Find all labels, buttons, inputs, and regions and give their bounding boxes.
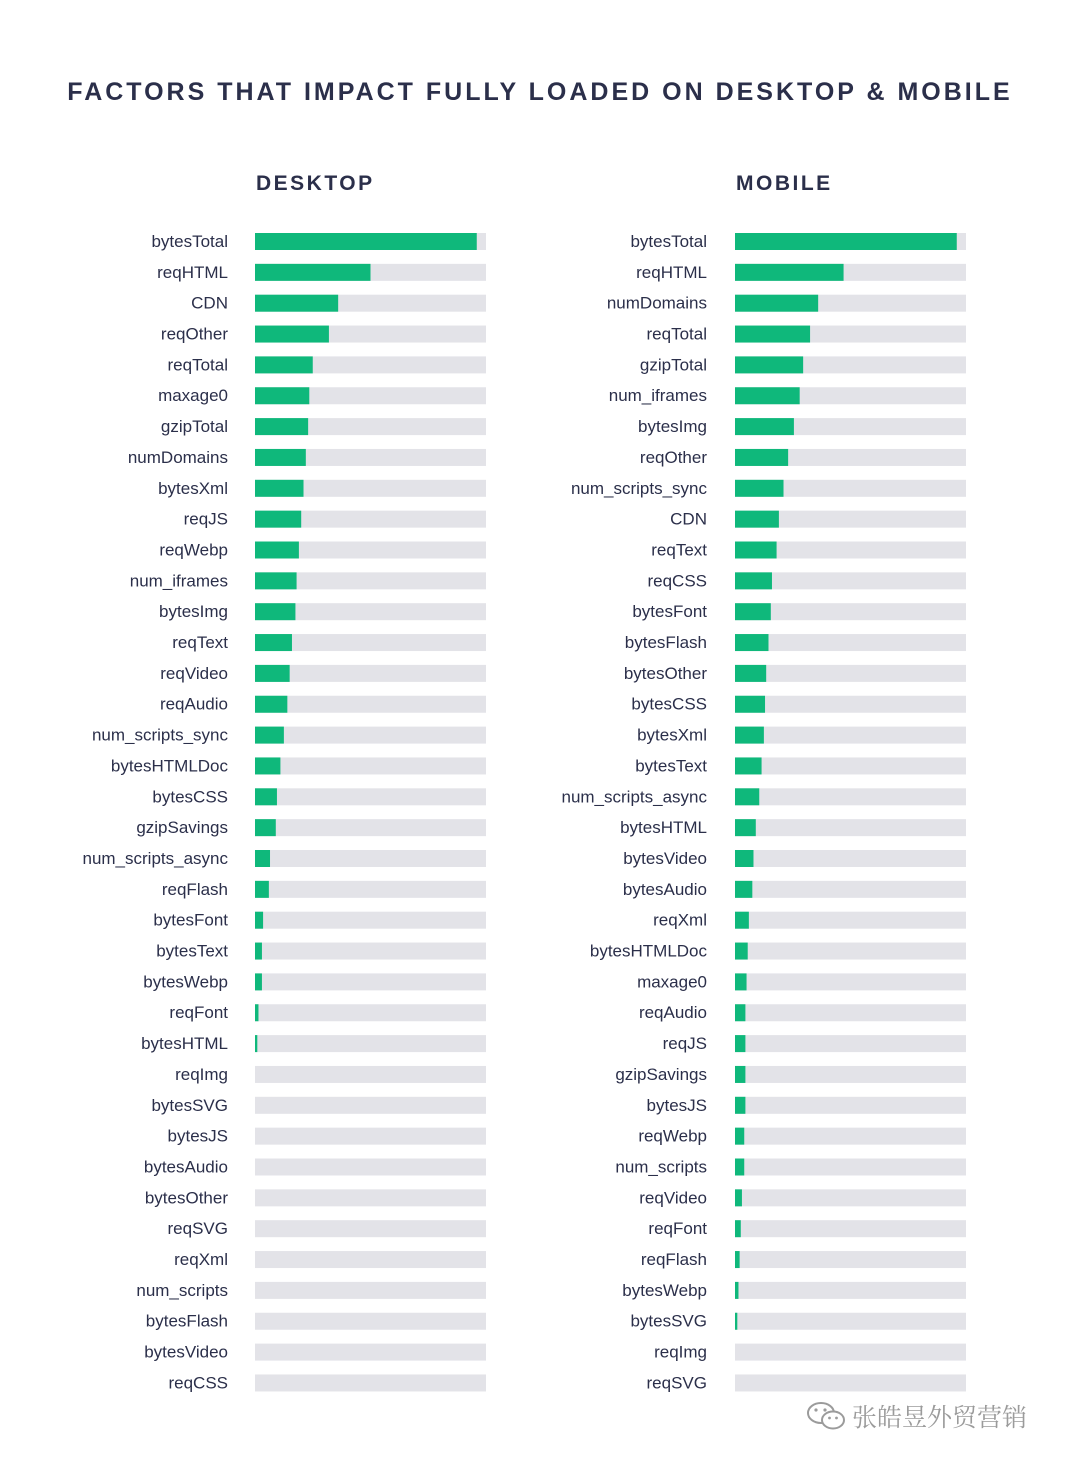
desktop-bar-num_iframes <box>255 572 297 589</box>
mobile-bar-bytesCSS <box>735 696 765 713</box>
desktop-category-label: reqXml <box>174 1250 228 1270</box>
desktop-category-label: reqFlash <box>161 879 228 899</box>
mobile-bar-track <box>735 788 966 805</box>
mobile-bar-reqWebp <box>735 1128 744 1145</box>
desktop-bar-track <box>255 912 486 929</box>
mobile-bar-reqHTML <box>735 264 844 281</box>
desktop-bar-track <box>255 881 486 898</box>
desktop-category-label: num_scripts_sync <box>91 725 228 745</box>
desktop-category-label: gzipTotal <box>160 417 228 437</box>
desktop-bar-gzipTotal <box>255 418 308 435</box>
mobile-bar-gzipTotal <box>735 356 803 373</box>
desktop-category-label: reqWebp <box>159 540 228 560</box>
mobile-category-label: bytesFlash <box>624 633 707 653</box>
mobile-bar-reqCSS <box>735 572 772 589</box>
watermark-text: 张皓昱外贸营销 <box>852 1404 1028 1432</box>
mobile-bar-track <box>735 1220 966 1237</box>
desktop-category-label: bytesFlash <box>145 1311 228 1331</box>
mobile-bar-reqOther <box>735 449 788 466</box>
mobile-bar-reqFlash <box>735 1251 740 1268</box>
mobile-bar-bytesHTMLDoc <box>735 943 748 960</box>
mobile-bar-gzipSavings <box>735 1066 745 1083</box>
desktop-category-label: bytesOther <box>144 1188 228 1208</box>
mobile-category-label: bytesAudio <box>622 879 707 899</box>
mobile-category-label: bytesFont <box>632 602 707 622</box>
mobile-bar-bytesImg <box>735 418 794 435</box>
desktop-bar-track <box>255 727 486 744</box>
mobile-bar-track <box>735 1251 966 1268</box>
mobile-bar-bytesXml <box>735 727 764 744</box>
desktop-category-label: bytesXml <box>158 478 228 498</box>
desktop-bar-track <box>255 1220 486 1237</box>
desktop-bar-track <box>255 973 486 990</box>
desktop-bar-track <box>255 1159 486 1176</box>
desktop-category-label: bytesJS <box>167 1126 228 1146</box>
mobile-category-label: bytesText <box>635 756 707 776</box>
mobile-bar-track <box>735 1159 966 1176</box>
mobile-bar-track <box>735 1282 966 1299</box>
desktop-category-label: bytesCSS <box>152 787 228 807</box>
mobile-bar-bytesFlash <box>735 634 768 651</box>
desktop-bar-num_scripts_async <box>255 850 270 867</box>
mobile-bar-reqAudio <box>735 1004 745 1021</box>
mobile-category-label: reqHTML <box>636 262 707 282</box>
desktop-category-label: reqSVG <box>167 1219 228 1239</box>
mobile-category-label: bytesTotal <box>630 231 707 251</box>
desktop-category-label: maxage0 <box>158 386 228 406</box>
desktop-bar-track <box>255 1344 486 1361</box>
desktop-bar-reqJS <box>255 511 301 528</box>
desktop-bar-reqAudio <box>255 696 287 713</box>
desktop-bar-num_scripts_sync <box>255 727 284 744</box>
mobile-bar-bytesJS <box>735 1097 745 1114</box>
mobile-category-label: bytesHTMLDoc <box>589 941 707 961</box>
desktop-bar-track <box>255 1066 486 1083</box>
mobile-bar-track <box>735 1066 966 1083</box>
mobile-category-label: num_scripts <box>615 1157 707 1177</box>
mobile-bar-reqFont <box>735 1220 741 1237</box>
mobile-category-label: bytesXml <box>637 725 707 745</box>
desktop-bar-reqOther <box>255 326 329 343</box>
desktop-bar-bytesTotal <box>255 233 477 250</box>
mobile-chart <box>561 232 966 1392</box>
desktop-bar-CDN <box>255 295 338 312</box>
mobile-category-label: reqAudio <box>638 1003 707 1023</box>
desktop-category-label: reqFont <box>169 1003 228 1023</box>
mobile-bar-track <box>735 727 966 744</box>
desktop-bar-bytesHTMLDoc <box>255 757 280 774</box>
desktop-bar-track <box>255 1189 486 1206</box>
mobile-category-label: num_scripts_sync <box>570 478 707 498</box>
desktop-bar-reqVideo <box>255 665 290 682</box>
mobile-category-label: gzipTotal <box>639 355 707 375</box>
desktop-bar-track <box>255 757 486 774</box>
mobile-bar-track <box>735 1128 966 1145</box>
mobile-category-label: reqWebp <box>638 1126 707 1146</box>
mobile-bar-bytesAudio <box>735 881 752 898</box>
desktop-bar-bytesXml <box>255 480 304 497</box>
mobile-category-label: maxage0 <box>637 972 707 992</box>
mobile-bar-reqVideo <box>735 1189 742 1206</box>
desktop-bar-reqTotal <box>255 356 313 373</box>
mobile-category-label: reqFlash <box>640 1250 707 1270</box>
mobile-category-label: reqJS <box>662 1034 707 1054</box>
mobile-category-label: gzipSavings <box>615 1064 707 1084</box>
mobile-bar-reqXml <box>735 912 749 929</box>
desktop-bar-track <box>255 1004 486 1021</box>
desktop-category-label: num_scripts <box>136 1280 228 1300</box>
desktop-bar-track <box>255 819 486 836</box>
mobile-category-label: reqText <box>651 540 707 560</box>
desktop-category-label: reqImg <box>175 1064 228 1084</box>
mobile-bar-reqText <box>735 542 777 559</box>
desktop-category-label: num_scripts_async <box>82 848 228 868</box>
desktop-bar-bytesHTML <box>255 1035 257 1052</box>
mobile-bar-track <box>735 1374 966 1391</box>
desktop-bar-reqFlash <box>255 881 269 898</box>
mobile-bar-bytesTotal <box>735 233 957 250</box>
desktop-category-label: bytesHTMLDoc <box>110 756 228 776</box>
desktop-bar-track <box>255 1374 486 1391</box>
mobile-bar-track <box>735 973 966 990</box>
desktop-bar-track <box>255 696 486 713</box>
mobile-bar-bytesSVG <box>735 1313 737 1330</box>
page-title: FACTORS THAT IMPACT FULLY LOADED ON DESKTOP & MOBILE <box>67 78 1013 106</box>
desktop-category-label: reqText <box>172 633 228 653</box>
mobile-bar-bytesWebp <box>735 1282 738 1299</box>
mobile-bar-track <box>735 1189 966 1206</box>
desktop-category-label: reqCSS <box>168 1373 228 1393</box>
desktop-bar-track <box>255 1313 486 1330</box>
mobile-category-label: bytesCSS <box>631 694 707 714</box>
desktop-category-label: reqTotal <box>167 355 228 375</box>
mobile-bar-bytesHTML <box>735 819 756 836</box>
desktop-bar-reqText <box>255 634 292 651</box>
mobile-bar-bytesText <box>735 757 762 774</box>
mobile-category-label: bytesJS <box>646 1095 707 1115</box>
mobile-bar-track <box>735 696 966 713</box>
mobile-bar-track <box>735 1313 966 1330</box>
desktop-category-label: gzipSavings <box>136 818 228 838</box>
desktop-bar-track <box>255 1097 486 1114</box>
mobile-category-label: CDN <box>670 509 707 529</box>
mobile-bar-bytesVideo <box>735 850 753 867</box>
desktop-category-label: bytesVideo <box>144 1342 228 1362</box>
desktop-panel-title: DESKTOP <box>256 172 375 195</box>
mobile-bar-num_scripts_async <box>735 788 759 805</box>
mobile-bar-CDN <box>735 511 779 528</box>
mobile-bar-bytesFont <box>735 603 771 620</box>
mobile-category-label: num_scripts_async <box>561 787 707 807</box>
desktop-category-label: num_iframes <box>129 571 228 591</box>
desktop-category-label: reqJS <box>183 509 228 529</box>
desktop-bar-bytesWebp <box>255 973 262 990</box>
desktop-category-label: bytesHTML <box>141 1034 228 1054</box>
desktop-category-label: bytesTotal <box>151 231 228 251</box>
desktop-bar-track <box>255 943 486 960</box>
mobile-bar-num_iframes <box>735 387 800 404</box>
mobile-bar-numDomains <box>735 295 818 312</box>
mobile-category-label: reqFont <box>648 1219 707 1239</box>
mobile-category-label: bytesSVG <box>630 1311 707 1331</box>
mobile-bar-track <box>735 881 966 898</box>
mobile-bar-reqTotal <box>735 326 810 343</box>
mobile-bar-track <box>735 634 966 651</box>
desktop-bar-reqWebp <box>255 542 299 559</box>
desktop-category-label: bytesWebp <box>143 972 228 992</box>
mobile-bar-track <box>735 943 966 960</box>
mobile-category-label: bytesImg <box>638 417 707 437</box>
mobile-bar-track <box>735 912 966 929</box>
mobile-category-label: numDomains <box>606 293 707 313</box>
desktop-category-label: bytesText <box>156 941 228 961</box>
mobile-category-label: reqTotal <box>646 324 707 344</box>
desktop-category-label: CDN <box>191 293 228 313</box>
mobile-bar-track <box>735 1097 966 1114</box>
mobile-category-label: bytesWebp <box>622 1280 707 1300</box>
mobile-bar-maxage0 <box>735 973 747 990</box>
desktop-bar-track <box>255 788 486 805</box>
desktop-category-label: numDomains <box>127 447 228 467</box>
watermark <box>806 1398 1027 1434</box>
desktop-bar-track <box>255 1128 486 1145</box>
desktop-category-label: bytesFont <box>153 910 228 930</box>
mobile-bar-bytesOther <box>735 665 766 682</box>
desktop-bar-numDomains <box>255 449 306 466</box>
mobile-category-label: reqImg <box>654 1342 707 1362</box>
mobile-bar-track <box>735 757 966 774</box>
desktop-bar-track <box>255 1251 486 1268</box>
mobile-category-label: reqXml <box>653 910 707 930</box>
mobile-category-label: reqCSS <box>647 571 707 591</box>
mobile-bar-num_scripts_sync <box>735 480 784 497</box>
mobile-bar-track <box>735 819 966 836</box>
desktop-category-label: reqAudio <box>159 694 228 714</box>
desktop-chart <box>82 232 486 1392</box>
mobile-bar-track <box>735 1344 966 1361</box>
desktop-category-label: bytesImg <box>159 602 228 622</box>
desktop-bar-bytesText <box>255 943 262 960</box>
mobile-bar-reqJS <box>735 1035 745 1052</box>
desktop-bar-maxage0 <box>255 387 309 404</box>
desktop-bar-track <box>255 1035 486 1052</box>
desktop-bar-track <box>255 1282 486 1299</box>
mobile-category-label: reqOther <box>639 447 707 467</box>
mobile-panel-title: MOBILE <box>736 172 833 195</box>
desktop-bar-reqHTML <box>255 264 371 281</box>
wechat-icon <box>806 1401 846 1431</box>
mobile-category-label: bytesOther <box>623 663 707 683</box>
desktop-category-label: reqHTML <box>157 262 228 282</box>
mobile-bar-track <box>735 1004 966 1021</box>
mobile-category-label: num_iframes <box>608 386 707 406</box>
mobile-bar-track <box>735 665 966 682</box>
desktop-bar-gzipSavings <box>255 819 276 836</box>
desktop-bar-bytesFont <box>255 912 263 929</box>
mobile-bar-track <box>735 850 966 867</box>
desktop-bar-bytesCSS <box>255 788 277 805</box>
mobile-category-label: reqSVG <box>646 1373 707 1393</box>
desktop-category-label: reqVideo <box>160 663 228 683</box>
desktop-category-label: reqOther <box>160 324 228 344</box>
mobile-bar-num_scripts <box>735 1159 744 1176</box>
desktop-bar-track <box>255 850 486 867</box>
desktop-bar-bytesImg <box>255 603 295 620</box>
mobile-bar-track <box>735 1035 966 1052</box>
desktop-bar-reqFont <box>255 1004 258 1021</box>
mobile-category-label: bytesHTML <box>620 818 707 838</box>
desktop-category-label: bytesAudio <box>143 1157 228 1177</box>
mobile-category-label: bytesVideo <box>623 848 707 868</box>
desktop-category-label: bytesSVG <box>151 1095 228 1115</box>
mobile-category-label: reqVideo <box>639 1188 707 1208</box>
